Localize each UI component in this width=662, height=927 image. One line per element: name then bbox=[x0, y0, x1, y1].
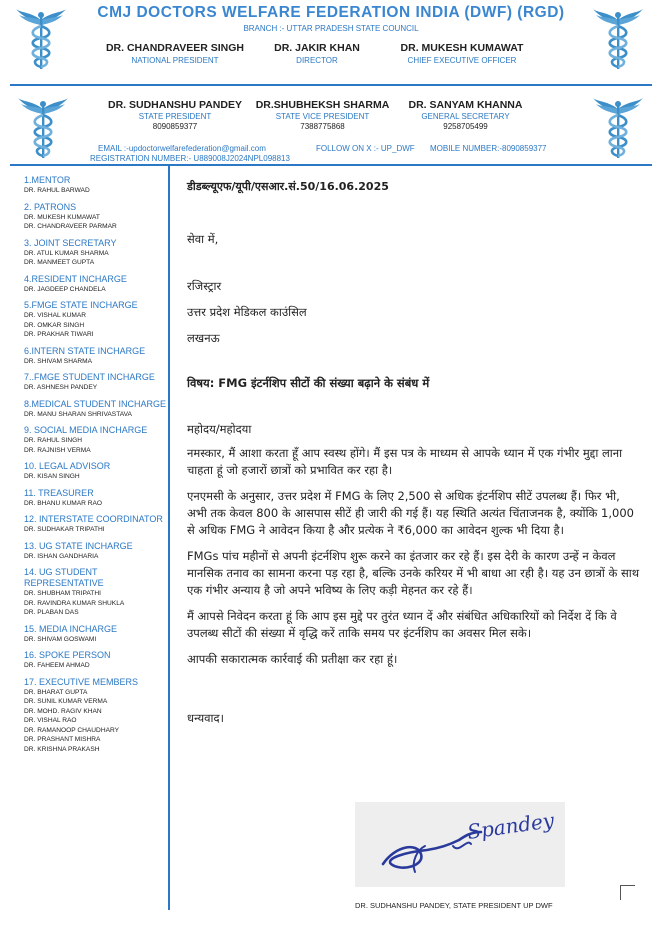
committee-section bbox=[24, 624, 174, 645]
committee-heading: 15. MEDIA INCHARGE bbox=[24, 623, 118, 634]
paragraph: FMGs पांच महीनों से अपनी इंटर्नशिप शुरू करने का इंतजार कर रहे हैं। इस देरी के कारण उन्हें न केवल मानसिक तनाव का सामना करना पड़ रहा है, बल्कि उनके करियर में भी बाधा आ रही है। यह उन छात्रों के साथ एक गंभीर अन्याय है जो अपने भविष्य के लिए कड़ी मेहनत कर रहे हैं। bbox=[187, 549, 640, 597]
committee-member: DR. ISHAN GANDHARIA bbox=[24, 552, 99, 560]
committee-section bbox=[24, 238, 174, 268]
officer-role: DIRECTOR bbox=[296, 56, 338, 65]
caduceus-icon bbox=[18, 95, 68, 159]
caduceus-icon bbox=[593, 95, 643, 159]
committee-member: DR. RAMANOOP CHAUDHARY bbox=[24, 726, 120, 734]
officer-role: STATE PRESIDENT bbox=[138, 112, 212, 121]
committee-member: DR. MANMEET GUPTA bbox=[24, 259, 95, 266]
committee-section bbox=[24, 677, 174, 755]
committee-member: DR. SHIVAM GOSWAMI bbox=[24, 635, 97, 643]
signature-image bbox=[355, 802, 565, 887]
committee-section bbox=[24, 488, 174, 509]
officer-role: CHIEF EXECUTIVE OFFICER bbox=[407, 56, 517, 65]
officer-name: DR. SUDHANSHU PANDEY bbox=[108, 99, 242, 111]
officer-card bbox=[250, 99, 395, 131]
committee-member: DR. VISHAL KUMAR bbox=[24, 312, 87, 319]
committee-member: DR. SUDHAKAR TRIPATHI bbox=[24, 526, 105, 533]
committee-heading: 17. EXECUTIVE MEMBERS bbox=[24, 676, 139, 687]
committee-section bbox=[24, 175, 174, 196]
committee-member: DR. PLABAN DAS bbox=[24, 609, 79, 616]
email-link[interactable]: EMAIL :-updoctorwelfarefederation@gmail.com bbox=[98, 144, 266, 153]
signature-caption: DR. SUDHANSHU PANDEY, STATE PRESIDENT UP DWF bbox=[355, 901, 553, 910]
officer-card bbox=[95, 42, 255, 65]
committee-heading: 2. PATRONS bbox=[24, 201, 77, 212]
committee-member: DR. KRISHNA PRAKASH bbox=[24, 745, 100, 753]
committee-member: DR. CHANDRAVEER PARMAR bbox=[24, 223, 117, 230]
committee-member: DR. SHIVAM SHARMA bbox=[24, 357, 93, 365]
committee-section bbox=[24, 567, 174, 618]
paragraph: नमस्कार, मैं आशा करता हूँ आप स्वस्थ होंगे। मैं इस पत्र के माध्यम से आपके ध्यान में एक गंभीर मुद्दा लाना चाहता हूं जो हजारों छात्रों को प्रभावित कर रहा है। bbox=[187, 446, 623, 477]
committee-member: DR. KISAN SINGH bbox=[24, 473, 80, 480]
committee-heading: 7..FMGE STUDENT INCHARGE bbox=[24, 372, 155, 382]
officer-phone: 9258705499 bbox=[443, 122, 488, 131]
committee-member: DR. RAHUL SINGH bbox=[24, 437, 83, 444]
committee-heading: 9. SOCIAL MEDIA INCHARGE bbox=[24, 425, 148, 435]
corner-mark bbox=[620, 885, 635, 900]
committee-member: DR. RAJNISH VERMA bbox=[24, 446, 91, 454]
committee-heading: 1.MENTOR bbox=[24, 175, 71, 185]
committee-heading: 6.INTERN STATE INCHARGE bbox=[24, 345, 146, 356]
letter-body bbox=[187, 178, 642, 727]
committee-member: DR. PRASHANT MISHRA bbox=[24, 736, 101, 743]
committee-member: DR. BHARAT GUPTA bbox=[24, 688, 88, 696]
signature-text: Spandey bbox=[465, 808, 556, 844]
officer-card bbox=[382, 42, 542, 65]
officer-role: NATIONAL PRESIDENT bbox=[131, 56, 219, 65]
committee-section bbox=[24, 372, 174, 393]
committee-section bbox=[24, 346, 174, 367]
committee-member: DR. MOHD. RAGIV KHAN bbox=[24, 707, 102, 715]
committee-member: DR. SHUBHAM TRIPATHI bbox=[24, 590, 101, 597]
committee-member: DR. OMKAR SINGH bbox=[24, 321, 85, 329]
paragraph: एनएमसी के अनुसार, उत्तर प्रदेश में FMG के लिए 2,500 से अधिक इंटर्नशिप सीटें उपलब्ध हैं। फिर भी, अभी तक केवल 800 के आसपास सीटें ही जारी की गई हैं। यह स्थिति अत्यंत चिंताजनक है, क्योंकि 1,000 से अधिक FMG ने आवेदन किया है और प्रत्येक ने ₹6,000 का आवेदन शुल्क भी दिया है। bbox=[187, 489, 634, 537]
committee-member: DR. BHANU KUMAR RAO bbox=[24, 499, 103, 507]
committee-heading: 13. UG STATE INCHARGE bbox=[24, 540, 133, 551]
committee-heading: 5.FMGE STATE INCHARGE bbox=[24, 300, 138, 310]
committee-member: DR. MUKESH KUMAWAT bbox=[24, 213, 100, 221]
officer-name: DR. CHANDRAVEER SINGH bbox=[105, 42, 245, 54]
committee-section bbox=[24, 300, 174, 340]
committee-section bbox=[24, 650, 174, 671]
registration-number: REGISTRATION NUMBER:- U889008J2024NPL098813 bbox=[90, 154, 290, 163]
committee-section bbox=[24, 461, 174, 482]
paragraph: आपकी सकारात्मक कार्रवाई की प्रतीक्षा कर रहा हूं। bbox=[187, 652, 398, 666]
committee-member: DR. FAHEEM AHMAD bbox=[24, 662, 90, 669]
committee-member: DR. JAGDEEP CHANDELA bbox=[24, 285, 106, 293]
salutation: महोदय/महोदया bbox=[187, 422, 252, 436]
committee-member: DR. ATUL KUMAR SHARMA bbox=[24, 249, 109, 257]
org-title: CMJ DOCTORS WELFARE FEDERATION INDIA (DWF) (RGD) bbox=[97, 4, 565, 21]
closing: धन्यवाद। bbox=[187, 711, 224, 725]
officer-name: DR.SHUBHEKSH SHARMA bbox=[255, 99, 390, 111]
officer-name: DR. JAKIR KHAN bbox=[274, 42, 360, 54]
paragraph: मैं आपसे निवेदन करता हूं कि आप इस मुद्दे पर तुरंत ध्यान दें और संबंधित अधिकारियों को निर्देश दें कि वे उपलब्ध सीटों की संख्या में वृद्धि करें ताकि समय पर इंटर्नशिप का अवसर मिल सके। bbox=[187, 609, 617, 640]
committee-heading: 4.RESIDENT INCHARGE bbox=[24, 273, 127, 284]
committee-heading: 11. TREASURER bbox=[24, 487, 94, 498]
recipient-line: लखनऊ bbox=[187, 331, 220, 345]
committee-member: DR. PRAKHAR TIWARI bbox=[24, 331, 94, 338]
officer-card bbox=[398, 99, 533, 131]
committee-section bbox=[24, 202, 174, 232]
address-to: सेवा में, bbox=[187, 232, 219, 246]
committee-member: DR. ASHNESH PANDEY bbox=[24, 384, 98, 391]
officer-card bbox=[100, 99, 250, 131]
committee-member: DR. RAHUL BARWAD bbox=[24, 187, 90, 194]
officer-phone: 7388775868 bbox=[300, 122, 345, 131]
committee-member: DR. RAVINDRA KUMAR SHUKLA bbox=[24, 599, 125, 607]
committee-heading: 12. INTERSTATE COORDINATOR bbox=[24, 514, 163, 524]
committee-section bbox=[24, 514, 174, 535]
reference-number: डीडब्ल्यूएफ/यूपी/एसआर.सं.50/16.06.2025 bbox=[187, 180, 389, 193]
officer-role: GENERAL SECRETARY bbox=[421, 112, 510, 121]
officer-phone: 8090859377 bbox=[152, 122, 198, 131]
committee-heading: 3. JOINT SECRETARY bbox=[24, 237, 117, 248]
committee-section bbox=[24, 541, 174, 562]
officer-card bbox=[262, 42, 372, 65]
committee-heading: 8.MEDICAL STUDENT INCHARGE bbox=[24, 398, 167, 409]
officer-role: STATE VICE PRESIDENT bbox=[275, 112, 370, 121]
officer-name: DR. SANYAM KHANNA bbox=[408, 99, 523, 111]
committee-heading: 10. LEGAL ADVISOR bbox=[24, 461, 111, 471]
mobile-number: MOBILE NUMBER:-8090859377 bbox=[430, 144, 547, 153]
committee-section bbox=[24, 425, 174, 455]
committee-member: DR. VISHAL RAO bbox=[24, 717, 77, 724]
subject-line: विषय: FMG इंटर्नशिप सीटों की संख्या बढ़ाने के संबंध में bbox=[187, 376, 430, 390]
committee-heading: 14. UG STUDENT REPRESENTATIVE bbox=[24, 567, 104, 588]
committee-member: DR. MANU SHARAN SHRIVASTAVA bbox=[24, 410, 132, 418]
committee-heading: 16. SPOKE PERSON bbox=[24, 650, 111, 660]
committee-sidebar bbox=[24, 175, 174, 760]
recipient-line: रजिस्ट्रार bbox=[187, 279, 222, 293]
committee-section bbox=[24, 274, 174, 295]
follow-link[interactable]: FOLLOW ON X :- UP_DWF bbox=[316, 144, 415, 153]
header-divider bbox=[10, 84, 652, 86]
recipient-line: उत्तर प्रदेश मेडिकल काउंसिल bbox=[187, 305, 307, 319]
committee-section bbox=[24, 399, 174, 420]
org-branch: BRANCH :- UTTAR PRADESH STATE COUNCIL bbox=[243, 24, 419, 33]
committee-member: DR. SUNIL KUMAR VERMA bbox=[24, 698, 108, 705]
officer-name: DR. MUKESH KUMAWAT bbox=[400, 42, 524, 54]
header-bottom-divider bbox=[10, 164, 652, 166]
